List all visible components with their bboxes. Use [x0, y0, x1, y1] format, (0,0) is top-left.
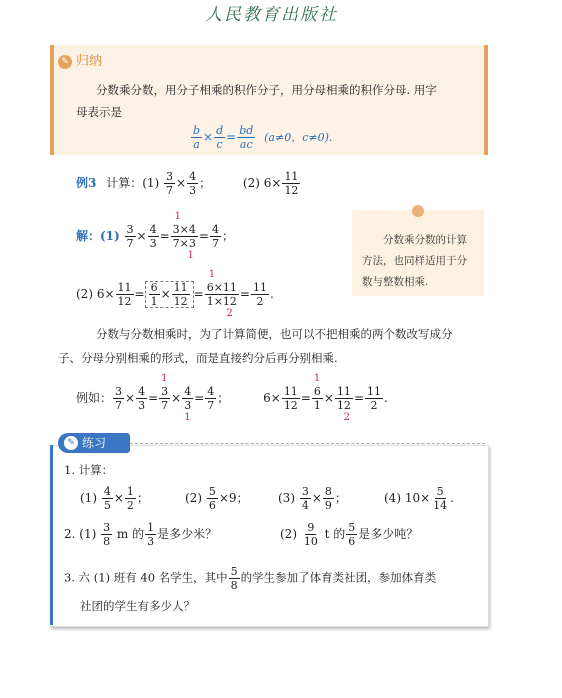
- example-part2-label: (2) 6×: [242, 176, 282, 190]
- ex-frac-11-12: $\frac{11}{12}$: [284, 170, 299, 197]
- exercise-left-bar: [50, 445, 53, 625]
- q1-item4-frac: $\frac{5}{14}$: [433, 485, 448, 512]
- sol2-result: $\frac{11}{2}$: [252, 281, 267, 308]
- summary-title-text: 归纳: [76, 54, 103, 69]
- sol2-dashed-box: $\frac{6}{1}$ × $\frac{11}{12}$: [145, 281, 194, 308]
- e2-end: .: [384, 391, 388, 405]
- cancel-bottom-2: 2: [226, 308, 233, 319]
- cancel-bottom: 1: [187, 250, 194, 261]
- formula-fraction-b-a: $\frac{b}{a}$: [193, 124, 201, 151]
- q1-item1-label: (1): [80, 491, 97, 505]
- summary-text-line2: 母表示是: [76, 105, 122, 119]
- q1-item1-frac: $\frac{4}{5}$: [103, 485, 111, 512]
- solution-1-row: 解：(1) $\frac{3}{7}$ × $\frac{4}{3}$ = 1 3×4 7×3 1 = $\frac{4}{7}$ ；: [76, 211, 234, 261]
- q3-frac: $\frac{5}{8}$: [230, 565, 238, 592]
- e2-frac-b: 1 6 1: [313, 373, 321, 412]
- tip-text: [362, 230, 480, 293]
- summary-text-line1: 分数乘分数，用分子相乘的积作分子，用分母相乘的积作分母. 用字: [96, 83, 437, 97]
- q2b-frac2: $\frac{5}{6}$: [348, 521, 356, 548]
- example2-label: 例如：: [76, 391, 113, 405]
- e1-frac-c: 1 3 7: [161, 373, 169, 412]
- summary-left-bar: [50, 45, 54, 155]
- pen-icon: ✎: [58, 55, 72, 69]
- q1-item2-op: ×9；: [218, 491, 249, 505]
- sol1-result: $\frac{4}{7}$: [211, 223, 219, 250]
- sol1-end: ；: [221, 229, 234, 243]
- q2b-mid: t 的: [324, 527, 346, 541]
- example-3-row: 例3 计算：(1) $\frac{3}{7}$ × $\frac{4}{3}$ ； (2) 6× $\frac{11}{12}$: [76, 170, 299, 197]
- e2-cancel-top: 1: [313, 373, 321, 384]
- q2b-end: 是多少吨？: [358, 527, 419, 541]
- q1-item1-op: ×: [113, 491, 124, 505]
- formula-times: ×: [203, 130, 214, 144]
- q3-line1: [64, 566, 436, 591]
- tip-line2: 方法，也同样适用于分: [362, 255, 467, 267]
- exercise-title: 练习: [82, 436, 107, 450]
- pin-icon: [412, 205, 424, 217]
- q1-item3-frac2: $\frac{8}{9}$: [324, 485, 332, 512]
- paragraph-line1: 分数与分数相乘时，为了计算简便，也可以不把相乘的两个数改写成分: [96, 327, 453, 341]
- sol2-frac-product: 1 6×11 1×12 2: [206, 269, 237, 319]
- e2-pre: 6×: [263, 391, 281, 405]
- q1-item3-end: ；: [334, 491, 347, 505]
- formula-condition: (a≠0，c≠0).: [264, 131, 333, 144]
- q1-item3-op: ×: [311, 491, 322, 505]
- formula-fraction-d-c: $\frac{d}{c}$: [216, 124, 224, 151]
- q1-item4-pre: 10×: [404, 491, 431, 505]
- publisher-logo-text: 人民教育出版社: [205, 5, 338, 25]
- paragraph-line2: 子、分母分别相乘的形式，而是直接约分后再分别相乘.: [58, 351, 338, 365]
- q2a-frac1: $\frac{3}{8}$: [103, 521, 111, 548]
- e1-end: ；: [217, 391, 230, 405]
- q1-item2-frac: $\frac{5}{6}$: [208, 485, 216, 512]
- q2-part-b: [280, 522, 418, 547]
- q2b-label: (2): [280, 527, 297, 541]
- e2-result: $\frac{11}{2}$: [367, 385, 381, 412]
- cancel-top: 1: [174, 211, 182, 222]
- e2-cancel-bottom: 2: [343, 412, 350, 423]
- cancel-top-2: 1: [208, 269, 216, 280]
- formula-fraction-bd-ac: $\frac{bd}{ac}$: [239, 124, 254, 151]
- example2-row: 例如： $\frac{3}{7}$ × $\frac{4}{3}$ = 1 3 7 × 4 3 1 = $\frac{4}{7}$ ； 6× $\frac{11}{12}$ = 1 6 1 × 11 12 2 = $\frac{11}{2}$ .: [76, 373, 388, 423]
- sol2-frac-11-12: $\frac{11}{12}$: [117, 281, 132, 308]
- q1-item-2: [185, 486, 249, 511]
- ex-end1: ；: [199, 176, 212, 190]
- q2a-end: 是多少米？: [157, 527, 218, 541]
- e2-frac-a: $\frac{11}{12}$: [283, 385, 298, 412]
- q1-item1-end: ；: [136, 491, 149, 505]
- sol2-frac-11-12b: $\frac{11}{12}$: [173, 281, 188, 308]
- e1-frac-d: 4 3 1: [184, 385, 192, 423]
- q1-item-4: [384, 486, 454, 511]
- e1-frac-b: $\frac{4}{3}$: [138, 385, 146, 412]
- ex-frac-3-7: $\frac{3}{7}$: [166, 170, 174, 197]
- e1-cancel-top: 1: [161, 373, 168, 384]
- exercise-tab: [58, 433, 130, 453]
- sol2-label: (2) 6×: [76, 287, 115, 301]
- summary-right-bar: [484, 45, 488, 155]
- exercise-dashed-line: [130, 443, 485, 444]
- sol2-end: .: [269, 287, 274, 301]
- e2-frac-c: 11 12 2: [336, 385, 351, 423]
- solution-label: 解：(1): [76, 229, 120, 243]
- summary-title: [58, 50, 102, 69]
- tip-line1: 分数乘分数的计算: [383, 234, 467, 246]
- q3-post: 的学生参加了体育类社团，参加体育类: [240, 570, 437, 585]
- solution-2-row: (2) 6× $\frac{11}{12}$ = $\frac{6}{1}$ × $\frac{11}{12}$ = 1 6×11 1×12 2 = $\frac{11}{2}$ .: [76, 269, 274, 319]
- e1-result: $\frac{4}{7}$: [207, 385, 215, 412]
- q3-line2: 社团的学生有多少人？: [80, 599, 195, 613]
- e1-frac-a: $\frac{3}{7}$: [115, 385, 123, 412]
- q3-pre: 3. 六 (1) 班有 40 名学生，其中: [64, 570, 228, 585]
- ex-frac-4-3: $\frac{4}{3}$: [189, 170, 197, 197]
- q1-item4-label: (4): [384, 491, 401, 505]
- q1-item2-label: (2): [185, 491, 202, 505]
- sol1-frac-product: 1 3×4 7×3 1: [172, 211, 196, 261]
- e1-cancel-bottom: 1: [184, 412, 191, 423]
- example-label: 例3: [76, 176, 97, 190]
- q2a-mid: m 的: [116, 527, 145, 541]
- formula-equals: =: [226, 130, 237, 144]
- summary-formula: [190, 125, 332, 150]
- sol2-frac-6-1: $\frac{6}{1}$: [150, 281, 158, 308]
- tip-line3: 数与整数相乘.: [362, 276, 429, 288]
- q1-item1-frac2: $\frac{1}{2}$: [126, 485, 134, 512]
- sol1-frac-3-7: $\frac{3}{7}$: [126, 223, 134, 250]
- q2a-label: 2. (1): [64, 527, 97, 541]
- q1-item3-frac: $\frac{3}{4}$: [301, 485, 309, 512]
- sol1-frac-4-3: $\frac{4}{3}$: [149, 223, 157, 250]
- q2b-frac1: $\frac{9}{10}$: [303, 521, 318, 548]
- q2a-frac2: $\frac{1}{3}$: [147, 521, 155, 548]
- pencil-icon: ✎: [64, 436, 78, 450]
- q1-item4-end: .: [450, 491, 454, 505]
- example-prompt: 计算：(1): [106, 176, 160, 190]
- q1-item3-label: (3): [278, 491, 295, 505]
- q1-item-1: [80, 486, 149, 511]
- exercise-q1: 1. 计算：: [64, 463, 114, 477]
- q1-item-3: [278, 486, 347, 511]
- q2-part-a: [64, 522, 217, 547]
